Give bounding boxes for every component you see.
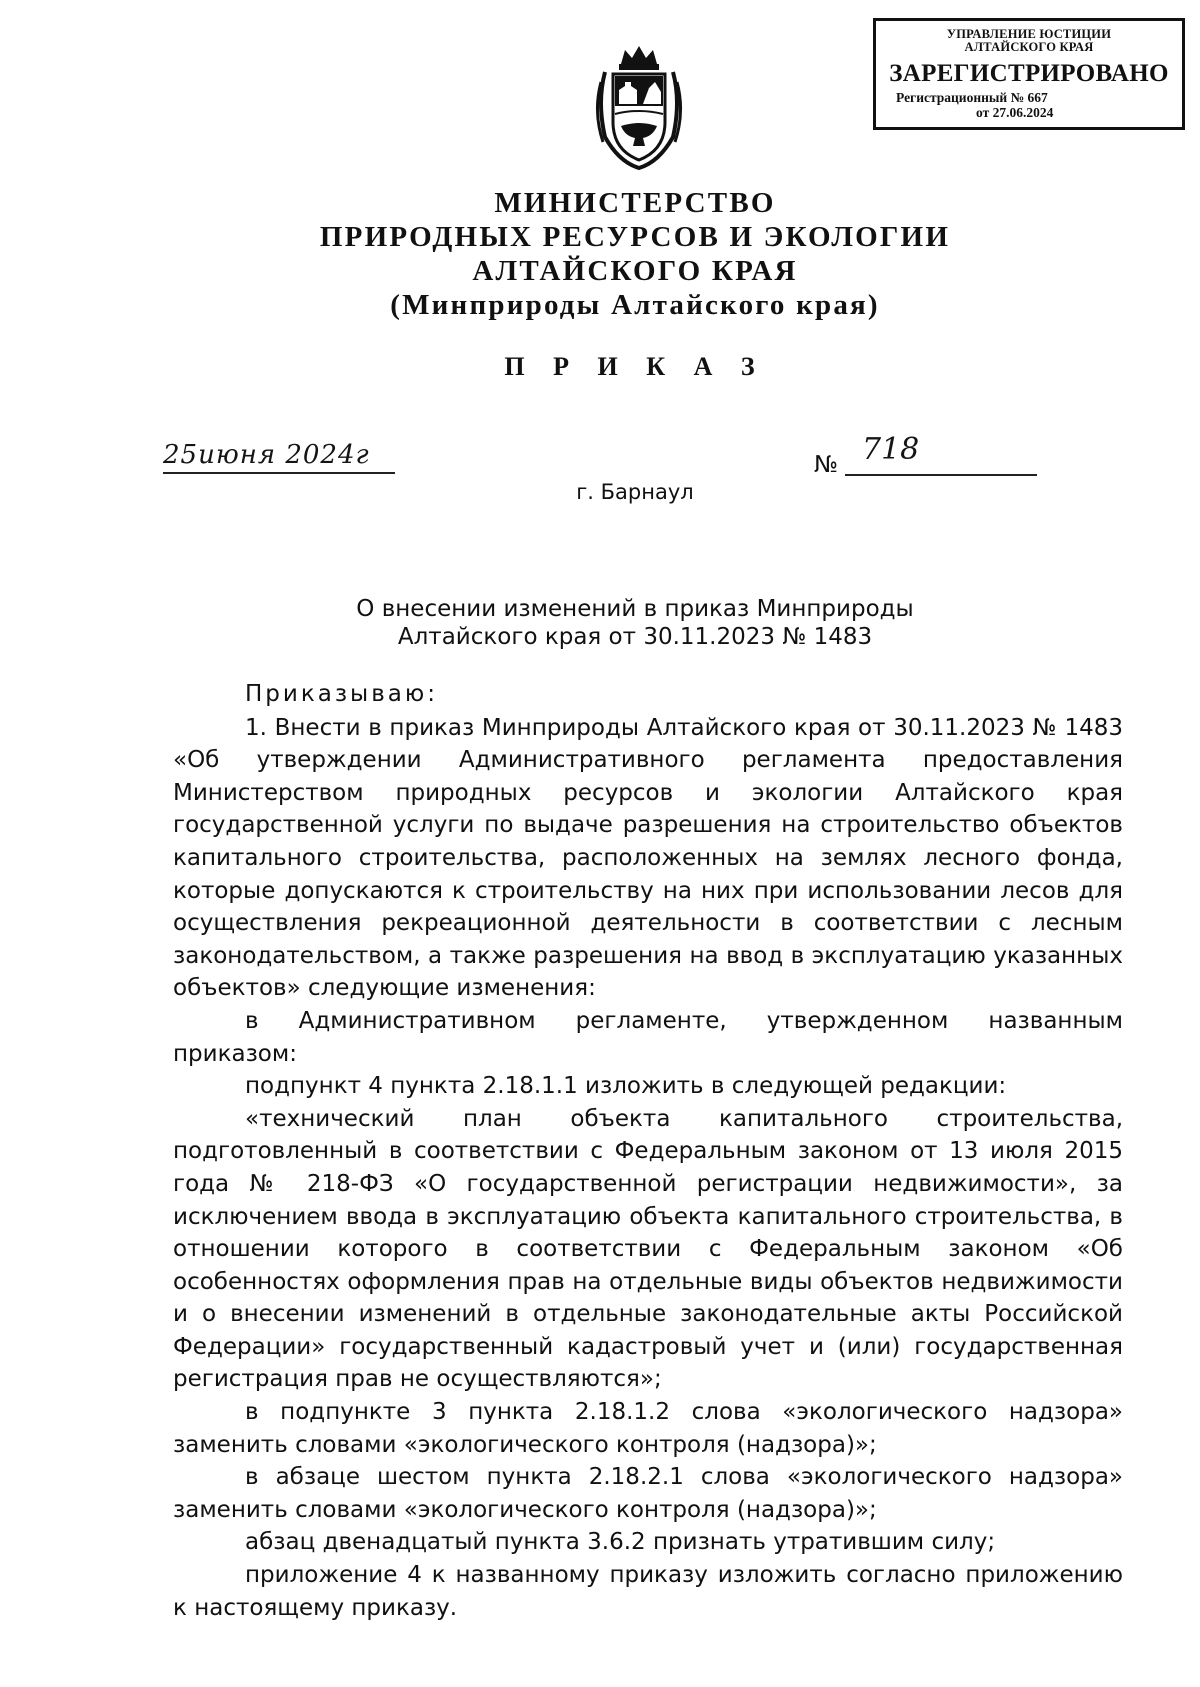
body-paragraph-6: в абзаце шестом пункта 2.18.2.1 слова «экологического надзора» заменить словами «экологического контроля (надзора)»; bbox=[173, 1464, 1123, 1523]
order-number: 718 bbox=[862, 432, 920, 467]
ministry-line4: (Минприроды Алтайского края) bbox=[390, 289, 880, 321]
number-underline bbox=[845, 474, 1037, 476]
body-paragraph-1: 1. Внести в приказ Минприроды Алтайского края от 30.11.2023 № 1483 «Об утверждении Административного регламента предоставления Министерством природных ресурсов и экологии Алтайского края государственной услуги по выдаче разрешения на строительство объектов капитального строительства, расположенных на землях лесного фонда, которые допускаются к строительству на них при использовании лесов для осуществления рекреационной деятельности в соответствии с лесным законодательством, а также разрешения на ввод в эксплуатацию указанных объектов» следующие изменения: bbox=[173, 714, 1123, 1002]
altai-krai-coat-of-arms-icon bbox=[591, 42, 687, 172]
subject-line1: О внесении изменений в приказ Минприроды bbox=[356, 596, 914, 622]
body-paragraph-3: подпункт 4 пункта 2.18.1.1 изложить в следующей редакции: bbox=[245, 1073, 1007, 1100]
ministry-line2: ПРИРОДНЫХ РЕСУРСОВ И ЭКОЛОГИИ bbox=[319, 221, 951, 253]
order-date: 25июня 2024г bbox=[163, 440, 370, 470]
stamp-org-line1: УПРАВЛЕНИЕ ЮСТИЦИИ bbox=[946, 27, 1112, 41]
document-type: П Р И К А З bbox=[504, 352, 766, 381]
body-paragraph-8: приложение 4 к названному приказу изложить согласно приложению к настоящему приказу. bbox=[173, 1562, 1123, 1621]
body-paragraph-2: в Административном регламенте, утвержденном названным приказом: bbox=[173, 1007, 1123, 1067]
body-paragraph-5: в подпункте 3 пункта 2.18.1.2 слова «экологического надзора» заменить словами «экологического контроля (надзора)»; bbox=[173, 1399, 1123, 1458]
registration-stamp bbox=[873, 18, 1185, 130]
stamp-org-line2: АЛТАЙСКОГО КРАЯ bbox=[964, 40, 1094, 54]
body-paragraph-7: абзац двенадцатый пункта 3.6.2 признать утратившим силу; bbox=[245, 1529, 996, 1556]
ministry-line1: МИНИСТЕРСТВО bbox=[494, 187, 776, 219]
city: г. Барнаул bbox=[576, 480, 694, 504]
subject-line2: Алтайского края от 30.11.2023 № 1483 bbox=[397, 624, 873, 650]
order-body bbox=[173, 678, 1123, 1624]
stamp-status: ЗАРЕГИСТРИРОВАНО bbox=[889, 60, 1169, 87]
stamp-reg-date: от 27.06.2024 bbox=[976, 105, 1054, 120]
body-paragraph-4: «технический план объекта капитального строительства, подготовленный в соответствии с Федеральным законом от 13 июля 2015 года № 218-ФЗ «О государственной регистрации недвижимости», за исключением ввода в эксплуатацию объекта капитального строительства, в отношении которого в соответствии с Федеральным законом «Об особенностях оформления прав на отдельные виды объектов недвижимости и о внесении изменений в отдельные законодательные акты Российской Федерации» государственный кадастровый учет и (или) государственная регистрация прав не осуществляются»; bbox=[173, 1105, 1123, 1393]
order-subject bbox=[0, 595, 1200, 651]
stamp-reg-number: Регистрационный № 667 bbox=[896, 90, 1048, 105]
order-number-label: № bbox=[814, 452, 838, 478]
body-paragraph-0: Приказываю: bbox=[245, 681, 438, 707]
ministry-line3: АЛТАЙСКОГО КРАЯ bbox=[472, 255, 798, 287]
date-underline bbox=[163, 472, 395, 474]
ministry-header bbox=[0, 186, 1200, 322]
